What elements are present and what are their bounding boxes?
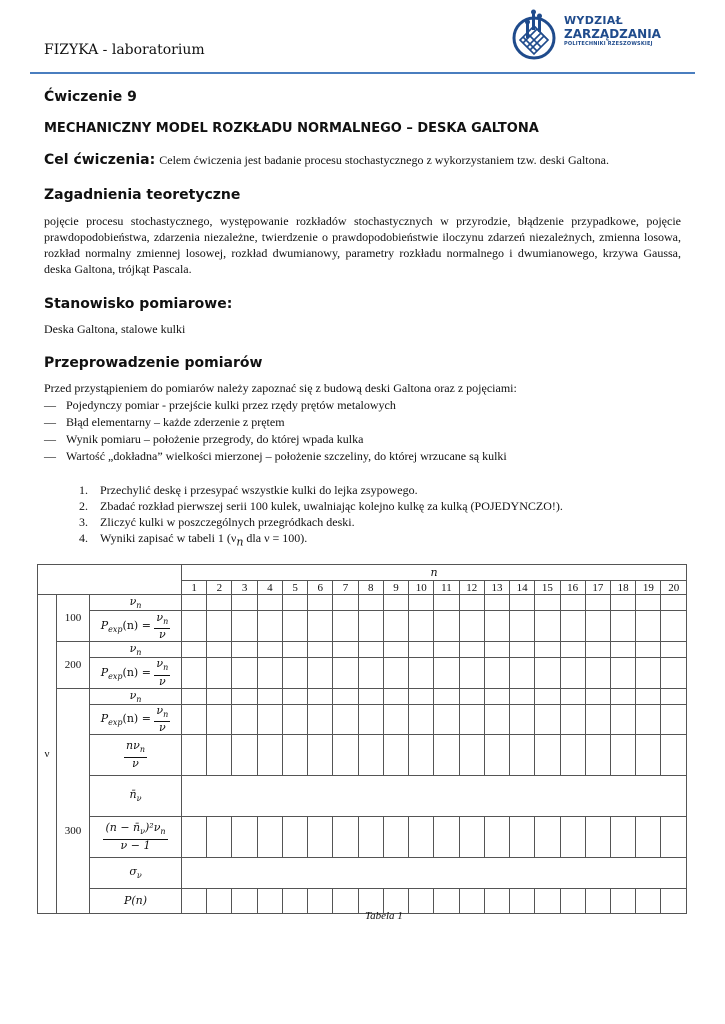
data-cell[interactable] <box>434 688 459 704</box>
data-cell[interactable] <box>383 734 408 775</box>
data-cell[interactable] <box>207 816 232 857</box>
row-label-p-exp <box>90 611 182 642</box>
data-cell[interactable] <box>585 734 610 775</box>
data-cell[interactable] <box>636 595 661 611</box>
data-cell[interactable] <box>560 734 585 775</box>
data-cell[interactable] <box>585 595 610 611</box>
data-cell[interactable] <box>560 595 585 611</box>
step-item <box>79 514 563 530</box>
data-cell[interactable] <box>484 816 509 857</box>
data-cell[interactable] <box>661 688 687 704</box>
row-label-nu-n <box>90 688 182 704</box>
data-cell[interactable] <box>182 595 207 611</box>
table-row <box>38 857 687 888</box>
data-cell[interactable] <box>333 611 358 642</box>
column-header: 14 <box>510 581 535 595</box>
data-cell[interactable] <box>611 595 636 611</box>
table-row <box>38 658 687 688</box>
data-cell[interactable] <box>358 658 383 688</box>
data-cell[interactable] <box>611 888 636 913</box>
data-cell[interactable] <box>484 611 509 642</box>
faculty-emblem-icon <box>512 6 560 62</box>
table-row <box>38 595 687 611</box>
column-header: 8 <box>358 581 383 595</box>
data-cell[interactable] <box>333 595 358 611</box>
data-cell[interactable] <box>257 816 282 857</box>
column-header: 17 <box>585 581 610 595</box>
data-cell[interactable] <box>560 816 585 857</box>
data-cell[interactable] <box>333 688 358 704</box>
data-cell[interactable] <box>484 734 509 775</box>
data-cell[interactable] <box>182 816 207 857</box>
data-cell[interactable] <box>182 658 207 688</box>
step-text: Zbadać rozkład pierwszej serii 100 kulek, uwalniając kolejno kulkę za kulką (POJEDYNCZO!). <box>100 499 563 513</box>
step-item <box>79 530 563 550</box>
data-cell[interactable] <box>383 658 408 688</box>
data-cell[interactable] <box>459 888 484 913</box>
goal-label: Cel ćwiczenia: <box>44 152 156 168</box>
data-cell[interactable] <box>459 816 484 857</box>
table-row <box>38 611 687 642</box>
data-cell[interactable] <box>585 688 610 704</box>
data-cell[interactable] <box>409 704 434 734</box>
list-item-text: Wartość „dokładna” wielkości mierzonej – położenie szczeliny, do której wrzucane są kulki <box>66 449 507 463</box>
column-header: 9 <box>383 581 408 595</box>
data-cell[interactable] <box>207 734 232 775</box>
data-cell[interactable] <box>383 688 408 704</box>
table-header-row <box>38 565 687 581</box>
table-row <box>38 642 687 658</box>
data-cell[interactable] <box>611 658 636 688</box>
p-exp-formula: $P_{exp}(n)$ = $\frac{\nu_n}{\nu}$ <box>100 703 169 734</box>
data-cell[interactable] <box>459 688 484 704</box>
goal-text: Celem ćwiczenia jest badanie procesu stochastycznego z wykorzystaniem tzw. deski Galtona. <box>159 153 609 167</box>
column-header: 20 <box>661 581 687 595</box>
data-cell[interactable] <box>308 611 333 642</box>
group-nu-value: 200 <box>57 642 90 688</box>
n-header: n <box>182 565 687 581</box>
data-cell[interactable] <box>409 595 434 611</box>
data-cell[interactable] <box>232 658 257 688</box>
data-cell[interactable] <box>282 816 307 857</box>
column-header: 13 <box>484 581 509 595</box>
data-cell[interactable] <box>459 611 484 642</box>
step-item <box>79 498 563 514</box>
data-cell[interactable] <box>308 888 333 913</box>
data-cell[interactable] <box>182 688 207 704</box>
column-header: 10 <box>409 581 434 595</box>
steps-list <box>79 482 563 550</box>
data-cell[interactable] <box>282 611 307 642</box>
data-cell[interactable] <box>282 704 307 734</box>
data-cell[interactable] <box>358 816 383 857</box>
step-text-part: dla ν = 100). <box>243 531 308 545</box>
column-header: 6 <box>308 581 333 595</box>
data-cell[interactable] <box>434 888 459 913</box>
list-item <box>44 414 517 431</box>
data-cell[interactable] <box>459 595 484 611</box>
data-cell[interactable] <box>282 688 307 704</box>
step-text: Zliczyć kulki w poszczególnych przegródkach deski. <box>100 515 355 529</box>
theory-heading: Zagadnienia teoretyczne <box>44 187 241 203</box>
data-cell[interactable] <box>560 688 585 704</box>
row-label-n-nu-n: $\frac{n\nu_n}{\nu}$ <box>90 734 182 775</box>
data-cell[interactable] <box>333 658 358 688</box>
data-cell[interactable] <box>257 734 282 775</box>
data-cell[interactable] <box>308 734 333 775</box>
dash-bullet-icon: — <box>44 432 56 446</box>
data-cell[interactable] <box>308 642 333 658</box>
step-number: 4. <box>79 531 88 545</box>
column-header: 4 <box>257 581 282 595</box>
table-row <box>38 704 687 734</box>
data-cell[interactable] <box>510 595 535 611</box>
data-cell[interactable] <box>409 734 434 775</box>
data-cell[interactable] <box>585 658 610 688</box>
data-cell[interactable] <box>535 734 560 775</box>
column-header: 3 <box>232 581 257 595</box>
data-cell[interactable] <box>383 704 408 734</box>
data-cell[interactable] <box>257 888 282 913</box>
data-cell[interactable] <box>636 658 661 688</box>
list-item-text: Wynik pomiaru – położenie przegrody, do której wpada kulka <box>66 432 364 446</box>
data-cell[interactable] <box>358 642 383 658</box>
step-number: 3. <box>79 515 88 529</box>
data-cell[interactable] <box>409 658 434 688</box>
column-header: 2 <box>207 581 232 595</box>
data-cell[interactable] <box>585 888 610 913</box>
data-cell[interactable] <box>434 611 459 642</box>
exercise-number: Ćwiczenie 9 <box>44 89 137 105</box>
data-cell[interactable] <box>232 642 257 658</box>
data-cell[interactable] <box>434 816 459 857</box>
list-item <box>44 448 517 465</box>
step-text-sub: n <box>236 535 244 549</box>
data-cell[interactable] <box>560 642 585 658</box>
step-text: Przechylić deskę i przesypać wszystkie kulki do lejka zsypowego. <box>100 483 418 497</box>
exercise-title: MECHANICZNY MODEL ROZKŁADU NORMALNEGO – DESKA GALTONA <box>44 121 539 136</box>
data-cell[interactable] <box>459 704 484 734</box>
data-cell[interactable] <box>207 611 232 642</box>
data-cell[interactable] <box>535 611 560 642</box>
logo-line-1: WYDZIAŁ <box>564 14 623 27</box>
data-cell[interactable] <box>484 704 509 734</box>
step-number: 1. <box>79 483 88 497</box>
data-cell[interactable] <box>358 734 383 775</box>
data-cell[interactable] <box>409 642 434 658</box>
row-label-p-n: P(n) <box>90 888 182 913</box>
setup-text: Deska Galtona, stalowe kulki <box>44 322 186 336</box>
nu-label: ν <box>38 595 57 914</box>
data-cell[interactable] <box>308 688 333 704</box>
data-cell[interactable] <box>383 816 408 857</box>
table-corner <box>38 565 182 595</box>
data-cell[interactable] <box>484 658 509 688</box>
data-cell[interactable] <box>611 688 636 704</box>
data-cell[interactable] <box>308 704 333 734</box>
table-row <box>38 816 687 857</box>
data-cell[interactable] <box>182 611 207 642</box>
column-header: 12 <box>459 581 484 595</box>
table-row <box>38 888 687 913</box>
data-cell[interactable] <box>510 611 535 642</box>
data-cell[interactable] <box>585 704 610 734</box>
data-cell[interactable] <box>510 816 535 857</box>
row-label-nu-n <box>90 642 182 658</box>
data-cell[interactable] <box>282 888 307 913</box>
data-cell[interactable] <box>636 611 661 642</box>
data-cell[interactable] <box>611 734 636 775</box>
data-cell[interactable] <box>232 888 257 913</box>
data-cell[interactable] <box>560 888 585 913</box>
data-cell[interactable] <box>257 704 282 734</box>
data-cell[interactable] <box>182 642 207 658</box>
data-cell[interactable] <box>535 642 560 658</box>
data-cell[interactable] <box>333 734 358 775</box>
data-cell[interactable] <box>661 704 687 734</box>
data-cell[interactable] <box>308 658 333 688</box>
data-cell[interactable] <box>409 888 434 913</box>
step-text-part: Wyniki zapisać w tabeli 1 (ν <box>100 531 237 545</box>
data-cell[interactable] <box>232 704 257 734</box>
data-cell[interactable] <box>661 658 687 688</box>
data-cell[interactable] <box>484 888 509 913</box>
data-cell[interactable] <box>207 658 232 688</box>
data-cell[interactable] <box>257 611 282 642</box>
data-cell[interactable] <box>585 816 610 857</box>
course-header: FIZYKA - laboratorium <box>44 42 205 58</box>
data-cell[interactable] <box>560 658 585 688</box>
data-cell[interactable] <box>535 688 560 704</box>
merged-cell[interactable] <box>182 857 687 888</box>
column-header: 1 <box>182 581 207 595</box>
column-header: 7 <box>333 581 358 595</box>
data-cell[interactable] <box>409 688 434 704</box>
data-cell[interactable] <box>661 611 687 642</box>
data-cell[interactable] <box>232 595 257 611</box>
data-cell[interactable] <box>434 642 459 658</box>
data-cell[interactable] <box>636 642 661 658</box>
procedure-intro: Przed przystąpieniem do pomiarów należy zapoznać się z budową deski Galtona oraz z pojęciami: <box>44 381 517 395</box>
column-header: 11 <box>434 581 459 595</box>
data-cell[interactable] <box>434 734 459 775</box>
data-cell[interactable] <box>358 611 383 642</box>
data-cell[interactable] <box>207 704 232 734</box>
data-cell[interactable] <box>409 816 434 857</box>
data-cell[interactable] <box>585 642 610 658</box>
row-label-n-bar: $n̄_\nu$ <box>90 775 182 816</box>
data-cell[interactable] <box>459 734 484 775</box>
data-cell[interactable] <box>459 642 484 658</box>
data-cell[interactable] <box>207 595 232 611</box>
p-exp-formula: $P_{exp}(n)$ = $\frac{\nu_n}{\nu}$ <box>100 657 169 688</box>
data-cell[interactable] <box>308 595 333 611</box>
data-cell[interactable] <box>383 595 408 611</box>
header-divider <box>30 72 695 74</box>
table-row <box>38 734 687 775</box>
data-cell[interactable] <box>636 734 661 775</box>
data-cell[interactable] <box>510 704 535 734</box>
group-nu-value: 100 <box>57 595 90 642</box>
data-cell[interactable] <box>207 688 232 704</box>
data-cell[interactable] <box>333 704 358 734</box>
table-caption: Tabela 1 <box>365 910 403 922</box>
data-cell[interactable] <box>232 734 257 775</box>
data-cell[interactable] <box>333 888 358 913</box>
data-cell[interactable] <box>484 595 509 611</box>
data-cell[interactable] <box>560 704 585 734</box>
data-cell[interactable] <box>661 816 687 857</box>
step-number: 2. <box>79 499 88 513</box>
data-cell[interactable] <box>434 658 459 688</box>
column-header: 16 <box>560 581 585 595</box>
logo-line-3: POLITECHNIKI RZESZOWSKIEJ <box>564 41 653 47</box>
data-cell[interactable] <box>661 595 687 611</box>
data-cell[interactable] <box>383 611 408 642</box>
data-cell[interactable] <box>484 642 509 658</box>
nu-n-symbol: $\nu_n$ <box>129 595 142 611</box>
column-header: 15 <box>535 581 560 595</box>
data-cell[interactable] <box>257 688 282 704</box>
data-cell[interactable] <box>383 642 408 658</box>
data-cell[interactable] <box>636 816 661 857</box>
nu-n-symbol: $\nu_n$ <box>129 642 142 658</box>
data-cell[interactable] <box>585 611 610 642</box>
data-cell[interactable] <box>182 704 207 734</box>
data-cell[interactable] <box>484 688 509 704</box>
step-text <box>100 531 308 549</box>
data-cell[interactable] <box>257 595 282 611</box>
concepts-list <box>44 380 517 465</box>
data-cell[interactable] <box>510 688 535 704</box>
data-cell[interactable] <box>611 611 636 642</box>
results-table <box>37 564 687 914</box>
data-cell[interactable] <box>661 734 687 775</box>
dash-bullet-icon: — <box>44 415 56 429</box>
data-cell[interactable] <box>535 816 560 857</box>
table-row <box>38 775 687 816</box>
step-item <box>79 482 563 498</box>
data-cell[interactable] <box>308 816 333 857</box>
dash-bullet-icon: — <box>44 449 56 463</box>
column-header: 5 <box>282 581 307 595</box>
row-label-p-exp <box>90 658 182 688</box>
data-cell[interactable] <box>358 595 383 611</box>
group-nu-value: 300 <box>57 688 90 913</box>
logo-line-2: ZARZĄDZANIA <box>564 27 661 41</box>
data-cell[interactable] <box>434 704 459 734</box>
data-cell[interactable] <box>257 642 282 658</box>
data-cell[interactable] <box>636 688 661 704</box>
data-cell[interactable] <box>611 642 636 658</box>
logo-text <box>564 15 661 48</box>
column-header: 18 <box>611 581 636 595</box>
table-row <box>38 688 687 704</box>
data-cell[interactable] <box>535 704 560 734</box>
data-cell[interactable] <box>232 611 257 642</box>
data-cell[interactable] <box>459 658 484 688</box>
merged-cell[interactable] <box>182 775 687 816</box>
list-item-text: Błąd elementarny – każde zderzenie z prętem <box>66 415 285 429</box>
procedure-heading: Przeprowadzenie pomiarów <box>44 355 263 371</box>
row-label-nu-n <box>90 595 182 611</box>
data-cell[interactable] <box>636 704 661 734</box>
data-cell[interactable] <box>661 888 687 913</box>
list-item-text: Pojedynczy pomiar - przejście kulki przez rzędy prętów metalowych <box>66 398 396 412</box>
data-cell[interactable] <box>510 658 535 688</box>
list-item <box>44 431 517 448</box>
goal-section <box>44 152 609 168</box>
column-header: 19 <box>636 581 661 595</box>
data-cell[interactable] <box>232 816 257 857</box>
list-item <box>44 397 517 414</box>
setup-heading: Stanowisko pomiarowe: <box>44 296 233 312</box>
data-cell[interactable] <box>409 611 434 642</box>
faculty-logo <box>512 6 672 62</box>
data-cell[interactable] <box>358 704 383 734</box>
data-cell[interactable] <box>333 642 358 658</box>
data-cell[interactable] <box>560 611 585 642</box>
data-cell[interactable] <box>661 642 687 658</box>
data-cell[interactable] <box>282 658 307 688</box>
theory-text: pojęcie procesu stochastycznego, występowanie rozkładów stochastycznych w przyrodzie, błądzenie przypadkowe, pojęcie prawdopodobieństwa, zdarzenia niezależne, twierdzenie o prawdopodobieństwie iloczynu zdarzeń niezależnych, zmienna losowa, rozkład normalny zmiennej losowej, rozkład dwumianowy, parametry rozkładu normalnego i dwumianowego, krzywa Gaussa, deska Galtona, trójkąt Pascala. <box>44 214 681 276</box>
data-cell[interactable] <box>434 595 459 611</box>
data-cell[interactable] <box>510 642 535 658</box>
nu-n-symbol: $\nu_n$ <box>129 688 142 704</box>
data-cell[interactable] <box>535 888 560 913</box>
row-label-p-exp <box>90 704 182 734</box>
data-cell[interactable] <box>207 888 232 913</box>
data-cell[interactable] <box>535 658 560 688</box>
row-label-variance: $\frac{(n - n̄_\nu)^2\nu_n}{\nu - 1}$ <box>90 816 182 857</box>
p-exp-formula: $P_{exp}(n)$ = $\frac{\nu_n}{\nu}$ <box>100 610 169 641</box>
data-cell[interactable] <box>257 658 282 688</box>
data-cell[interactable] <box>358 688 383 704</box>
data-cell[interactable] <box>611 816 636 857</box>
row-label-sigma: $\sigma_\nu$ <box>90 857 182 888</box>
data-cell[interactable] <box>232 688 257 704</box>
dash-bullet-icon: — <box>44 398 56 412</box>
data-cell[interactable] <box>282 595 307 611</box>
data-cell[interactable] <box>282 734 307 775</box>
data-cell[interactable] <box>611 704 636 734</box>
data-cell[interactable] <box>333 816 358 857</box>
data-cell[interactable] <box>182 734 207 775</box>
data-cell[interactable] <box>207 642 232 658</box>
data-cell[interactable] <box>636 888 661 913</box>
data-cell[interactable] <box>535 595 560 611</box>
data-cell[interactable] <box>182 888 207 913</box>
data-cell[interactable] <box>510 888 535 913</box>
data-cell[interactable] <box>282 642 307 658</box>
data-cell[interactable] <box>510 734 535 775</box>
